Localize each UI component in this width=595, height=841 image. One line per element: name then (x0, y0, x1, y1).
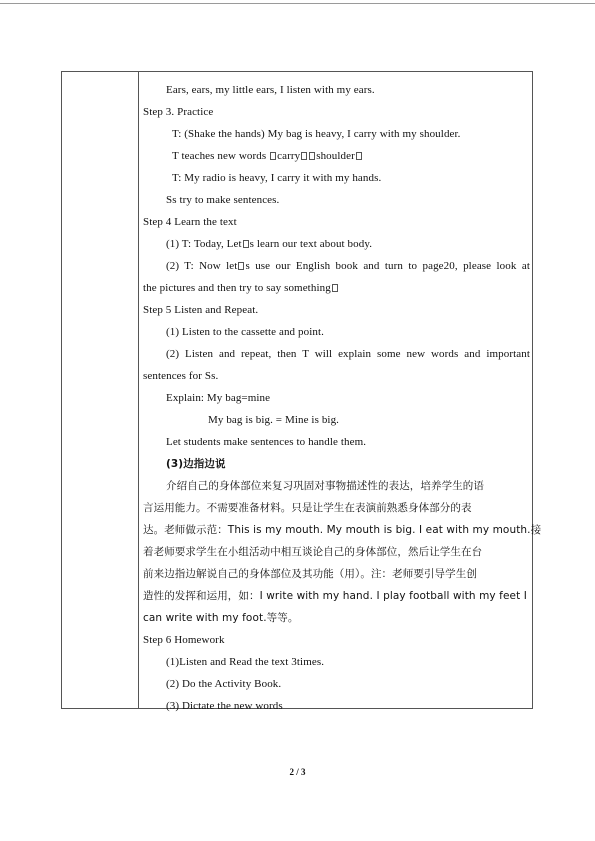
missing-glyph-icon (309, 152, 315, 160)
text-line: Let students make sentences to handle them. (166, 436, 367, 448)
step-heading: Step 3. Practice (143, 106, 214, 118)
step-heading: Step 5 Listen and Repeat. (143, 304, 259, 316)
text-line: 前来边指边解说自己的身体部位及其功能（用）。注：老师要引导学生创 (143, 568, 477, 580)
text-line: (2) Listen and repeat, then T will explain some new words and important (166, 348, 530, 360)
lesson-table (61, 71, 542, 712)
text-line (143, 255, 530, 277)
section-heading: (3)边指边说 (166, 458, 226, 470)
text-line: 造性的发挥和运用，如：I write with my hand. I play football with my feet I (143, 590, 527, 602)
text-span: the pictures and then try to say something (143, 282, 331, 294)
text-line: T: (Shake the hands) My bag is heavy, I carry with my shoulder. (172, 128, 461, 140)
column-divider (138, 72, 139, 708)
missing-glyph-icon (301, 152, 307, 160)
text-line (143, 277, 530, 299)
text-line: 介绍自己的身体部位来复习巩固对事物描述性的表达，培养学生的语 (166, 480, 484, 492)
text-span: s use our English book and turn to page20, please look at (245, 260, 530, 272)
text-line: My bag is big. = Mine is big. (208, 414, 340, 426)
text-span: (1) T: Today, Let (166, 238, 242, 250)
text-line (143, 233, 530, 255)
text-span: T teaches new words (172, 150, 270, 162)
text-line: Ss try to make sentences. (166, 194, 280, 206)
top-rule (0, 3, 595, 4)
text-span: shoulder (316, 150, 355, 162)
page-number: 2 / 3 (289, 767, 306, 777)
step-heading: Step 6 Homework (143, 634, 225, 646)
text-line: sentences for Ss. (143, 370, 219, 382)
missing-glyph-icon (356, 152, 362, 160)
text-span: carry (277, 150, 301, 162)
text-line: can write with my foot.等等。 (143, 612, 299, 624)
text-line: Explain: My bag=mine (166, 392, 271, 404)
lesson-content (143, 79, 542, 717)
missing-glyph-icon (270, 152, 276, 160)
text-span: s learn our text about body. (249, 238, 373, 250)
text-line: Ears, ears, my little ears, I listen with my ears. (166, 84, 375, 96)
text-line (143, 145, 530, 167)
text-line: (3) Dictate the new words (166, 700, 283, 712)
text-line: 言运用能力。不需要准备材料。只是让学生在表演前熟悉身体部分的表 (143, 502, 472, 514)
step-heading: Step 4 Learn the text (143, 216, 237, 228)
text-span: (2) T: Now let (166, 260, 238, 272)
missing-glyph-icon (243, 240, 249, 248)
missing-glyph-icon (332, 284, 338, 292)
missing-glyph-icon (238, 262, 244, 270)
text-line: (1)Listen and Read the text 3times. (166, 656, 325, 668)
text-line: 着老师要求学生在小组活动中相互谈论自己的身体部位，然后让学生在台 (143, 546, 483, 558)
text-line: (1) Listen to the cassette and point. (166, 326, 324, 338)
text-line: 达。老师做示范：This is my mouth. My mouth is big. I eat with my mouth.接 (143, 524, 542, 536)
text-line: T: My radio is heavy, I carry it with my hands. (172, 172, 382, 184)
text-line: (2) Do the Activity Book. (166, 678, 282, 690)
